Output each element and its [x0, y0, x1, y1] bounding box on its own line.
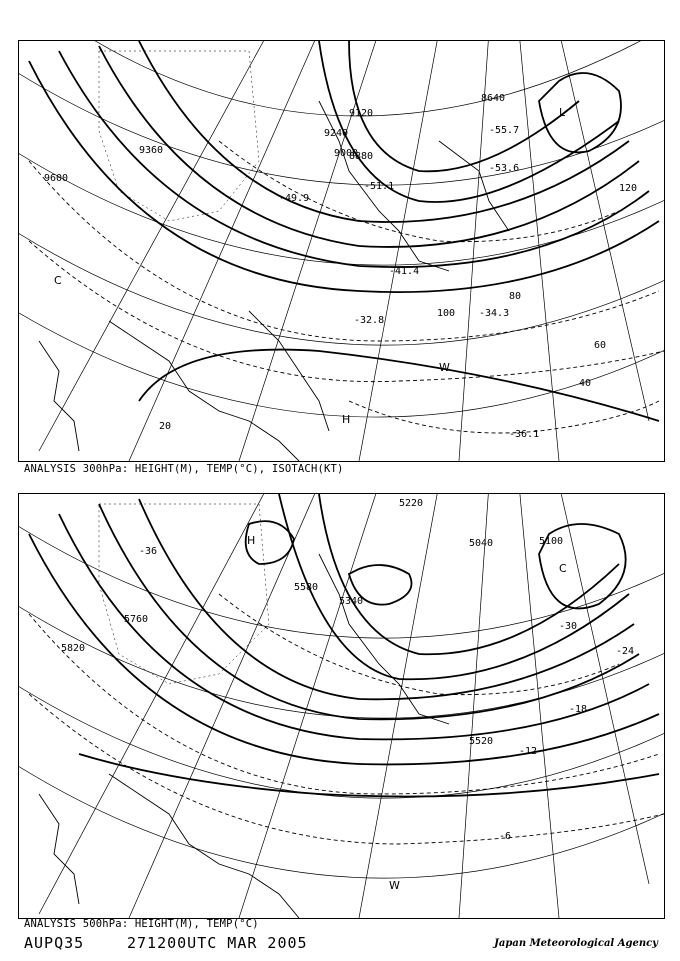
temp-label: -32.8 — [354, 315, 385, 326]
map-500hpa-svg — [19, 494, 664, 918]
height-contours — [29, 41, 659, 421]
temp-label: -34.3 — [479, 308, 510, 319]
center-marker-warm: W — [389, 879, 400, 892]
caption-300hpa: ANALYSIS 300hPa: HEIGHT(M), TEMP(°C), ISOTACH(KT) — [24, 463, 344, 475]
agency-name: Japan Meteorological Agency — [494, 938, 658, 949]
coastline — [39, 554, 449, 918]
temp-label: -53.6 — [489, 163, 520, 174]
chart-code: AUPQ35 — [24, 934, 85, 952]
isotach-label-60: 60 — [594, 340, 607, 351]
height-label-5220: 5220 — [399, 498, 424, 509]
map-300hpa-svg — [19, 41, 664, 461]
graticule — [19, 494, 664, 918]
height-label-9600: 9600 — [44, 173, 69, 184]
map-500hpa — [18, 493, 665, 919]
temp-label: -6 — [499, 831, 512, 842]
temp-label: -18 — [569, 704, 588, 715]
coastline — [39, 101, 509, 461]
height-label-9000: 9000 — [334, 148, 359, 159]
valid-time: 271200UTC MAR 2005 — [127, 934, 308, 952]
temp-label-group — [279, 125, 539, 440]
isotach-label-20: 20 — [159, 421, 172, 432]
height-label-9360: 9360 — [139, 145, 164, 156]
center-marker-low: L — [559, 106, 566, 119]
graticule — [19, 41, 664, 461]
height-label-9120: 9120 — [349, 108, 374, 119]
height-contours — [29, 494, 659, 797]
temp-label: -55.7 — [489, 125, 520, 136]
center-marker-warm: W — [439, 361, 450, 374]
center-marker-high: H — [247, 534, 256, 547]
temp-label: -36.1 — [509, 429, 540, 440]
height-label-5100: 5100 — [539, 536, 564, 547]
temp-label: -12 — [519, 746, 538, 757]
temp-label: -51.1 — [364, 181, 395, 192]
caption-500hpa: ANALYSIS 500hPa: HEIGHT(M), TEMP(°C) — [24, 918, 259, 930]
height-label-8640: 8640 — [481, 93, 506, 104]
temp-label: -49.9 — [279, 193, 310, 204]
height-label-group — [61, 498, 563, 747]
temp-label: -30 — [559, 621, 578, 632]
map-300hpa — [18, 40, 665, 462]
isotach-label-80: 80 — [509, 291, 522, 302]
isotach-label-120: 120 — [619, 183, 638, 194]
height-label-8880: 8880 — [349, 151, 374, 162]
height-label-5760: 5760 — [124, 614, 149, 625]
temp-label: -24 — [616, 646, 635, 657]
height-label-5340: 5340 — [339, 596, 364, 607]
center-marker-cold: C — [559, 562, 567, 575]
isotach-label-40: 40 — [579, 378, 592, 389]
center-marker-cold: C — [54, 274, 62, 287]
height-label-5580: 5580 — [294, 582, 319, 593]
temp-label: -41.4 — [389, 266, 420, 277]
height-label-5040: 5040 — [469, 538, 494, 549]
height-label-5520: 5520 — [469, 736, 494, 747]
center-marker-high: H — [342, 413, 351, 426]
temp-label: -36 — [139, 546, 158, 557]
isotach-label-100: 100 — [437, 308, 456, 319]
height-label-5820: 5820 — [61, 643, 86, 654]
height-label-9240: 9240 — [324, 128, 349, 139]
isotach-lines — [29, 141, 664, 433]
